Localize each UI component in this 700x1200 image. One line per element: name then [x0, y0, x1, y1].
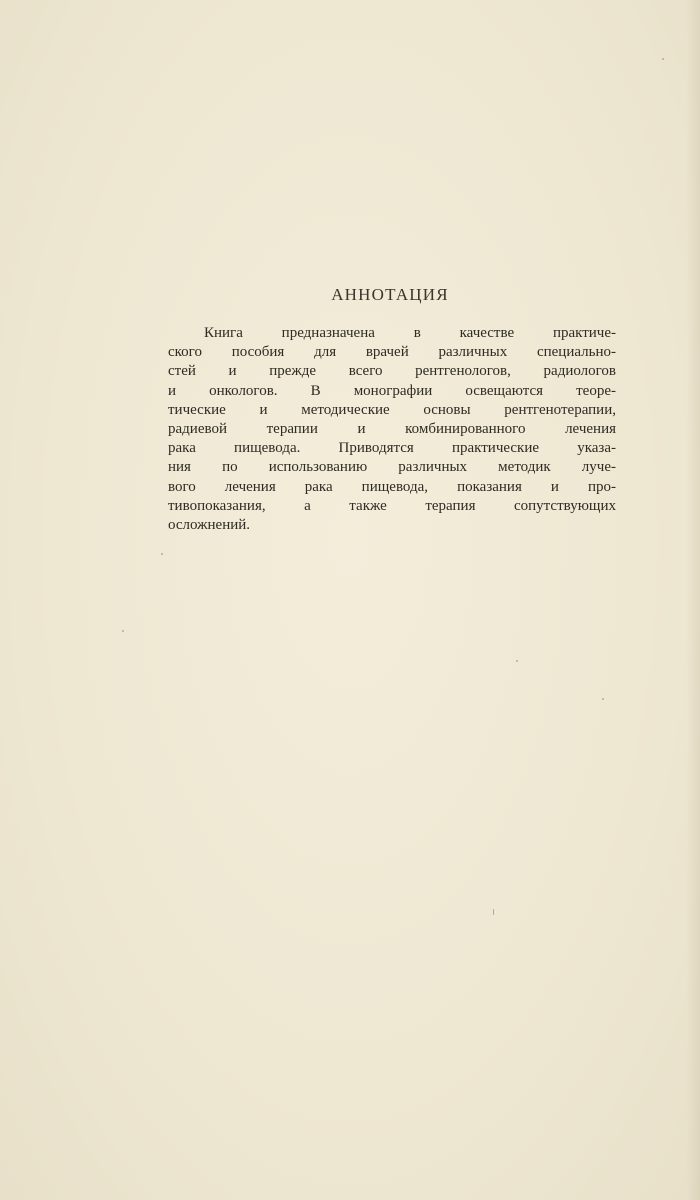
paragraph-line: рака пищевода. Приводятся практические указа- [168, 440, 616, 457]
paper-speck [602, 698, 604, 700]
paragraph-line: тические и методические основы рентгенотерапии, [168, 401, 616, 418]
paragraph-line: осложнений. [168, 516, 251, 533]
paragraph-line: и онкологов. В монографии освещаются теоре- [168, 382, 616, 399]
paragraph-line: Книга предназначена в качестве практиче- [204, 325, 616, 341]
annotation-paragraph [168, 324, 616, 535]
paper-speck [122, 630, 124, 632]
paragraph-line: ского пособия для врачей различных специально- [168, 344, 616, 361]
paper-speck [493, 909, 494, 915]
page-edge-shadow [686, 0, 700, 1200]
paper-speck [662, 58, 664, 60]
paragraph-line: ния по использованию различных методик луче- [168, 459, 616, 476]
paragraph-line: стей и прежде всего рентгенологов, радиологов [168, 363, 616, 380]
paper-speck [161, 553, 163, 555]
annotation-heading: АННОТАЦИЯ [331, 285, 449, 304]
paragraph-line: вого лечения рака пищевода, показания и про- [168, 478, 616, 495]
paragraph-line: радиевой терапии и комбинированного лечения [168, 420, 616, 437]
paper-speck [516, 660, 518, 662]
paragraph-line: тивопоказания, а также терапия сопутствующих [168, 497, 616, 514]
